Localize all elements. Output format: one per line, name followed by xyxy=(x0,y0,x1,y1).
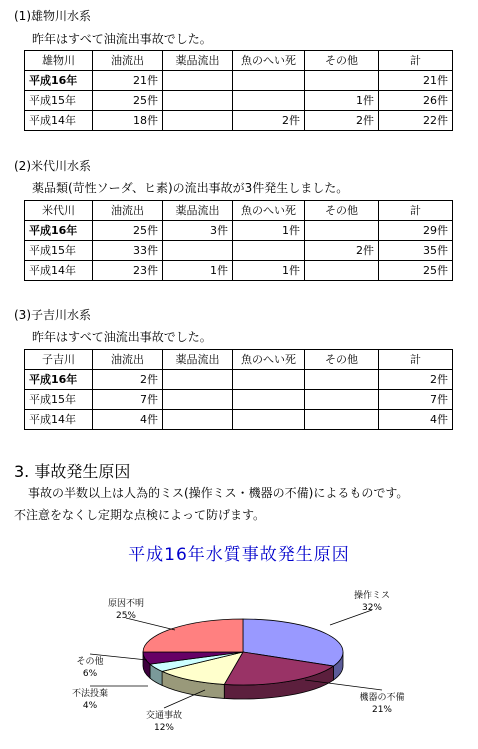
header-cell: 油流出 xyxy=(93,350,163,370)
header-cell: 魚のへい死 xyxy=(233,51,305,71)
table-cell: 23件 xyxy=(93,261,163,281)
table-cell: 29件 xyxy=(379,221,453,241)
header-cell: 計 xyxy=(379,201,453,221)
header-cell: 子吉川 xyxy=(25,350,93,370)
section-note: 昨年はすべて油流出事故でした。 xyxy=(32,32,212,46)
section-title: (2)米代川水系 xyxy=(14,159,91,173)
table-row xyxy=(25,261,453,281)
header-cell: その他 xyxy=(305,350,379,370)
table-cell: 2件 xyxy=(93,370,163,390)
table-cell xyxy=(163,410,233,430)
causes-text-line2: 不注意をなくし定期な点検によって防げます。 xyxy=(14,508,266,522)
table-row xyxy=(25,370,453,390)
pie-slice-label: 交通事故 xyxy=(145,711,183,721)
pie-top-layer xyxy=(143,619,343,685)
table-cell xyxy=(163,91,233,111)
table-cell: 2件 xyxy=(305,241,379,261)
year-cell: 平成16年 xyxy=(25,71,93,91)
year-cell: 平成15年 xyxy=(25,91,93,111)
table-row xyxy=(25,410,453,430)
table-cell: 2件 xyxy=(233,111,305,131)
year-cell: 平成15年 xyxy=(25,241,93,261)
table-cell xyxy=(305,390,379,410)
header-cell: 魚のへい死 xyxy=(233,350,305,370)
header-cell: その他 xyxy=(305,201,379,221)
header-cell: 薬品流出 xyxy=(163,350,233,370)
causes-text-line1: 事故の半数以上は人為的ミス(操作ミス・機器の不備)によるものです。 xyxy=(28,486,409,500)
pie-slice-value-label: 21% xyxy=(371,705,393,715)
year-cell: 平成15年 xyxy=(25,390,93,410)
table-cell: 21件 xyxy=(379,71,453,91)
pie-slice-value-label: 6% xyxy=(82,669,98,679)
table-cell xyxy=(233,71,305,91)
table-row xyxy=(25,390,453,410)
table-cell: 25件 xyxy=(379,261,453,281)
pie-slice-label: 機器の不備 xyxy=(359,693,405,703)
header-cell: 雄物川 xyxy=(25,51,93,71)
table-cell: 2件 xyxy=(305,111,379,131)
table-cell xyxy=(233,241,305,261)
table-cell xyxy=(163,71,233,91)
table-cell: 2件 xyxy=(379,370,453,390)
year-cell: 平成16年 xyxy=(25,221,93,241)
accident-table-yoneshiro xyxy=(24,200,453,281)
table-cell: 1件 xyxy=(233,261,305,281)
table-row xyxy=(25,221,453,241)
year-cell: 平成14年 xyxy=(25,261,93,281)
table-cell: 33件 xyxy=(93,241,163,261)
section-title: (3)子吉川水系 xyxy=(14,308,91,322)
pie-slice-label: その他 xyxy=(76,657,104,667)
header-cell: 油流出 xyxy=(93,51,163,71)
section-title: (1)雄物川水系 xyxy=(14,9,91,23)
section-note: 薬品類(苛性ソーダ、ヒ素)の流出事故が3件発生しました。 xyxy=(32,181,349,195)
header-cell: その他 xyxy=(305,51,379,71)
accident-table-omono xyxy=(24,50,453,131)
table-header-row xyxy=(25,350,453,370)
accident-table-koyoshi xyxy=(24,349,453,430)
table-cell: 18件 xyxy=(93,111,163,131)
pie-slice-label: 不法投棄 xyxy=(71,689,109,699)
pie-slice xyxy=(143,619,243,652)
table-cell xyxy=(305,71,379,91)
table-cell: 26件 xyxy=(379,91,453,111)
table-cell xyxy=(233,390,305,410)
table-cell: 4件 xyxy=(93,410,163,430)
table-header-row xyxy=(25,51,453,71)
pie-slice-value-label: 4% xyxy=(82,701,98,711)
table-row xyxy=(25,71,453,91)
year-cell: 平成16年 xyxy=(25,370,93,390)
pie-slice-value-label: 32% xyxy=(361,603,383,613)
table-cell: 1件 xyxy=(233,221,305,241)
chart-title: 平成16年水質事故発生原因 xyxy=(128,545,350,565)
causes-heading: 3. 事故発生原因 xyxy=(14,462,131,481)
year-cell: 平成14年 xyxy=(25,410,93,430)
table-cell: 1件 xyxy=(305,91,379,111)
table-cell xyxy=(163,370,233,390)
table-cell xyxy=(305,261,379,281)
table-cell xyxy=(233,370,305,390)
table-cell xyxy=(305,370,379,390)
table-cell xyxy=(163,111,233,131)
table-cell: 25件 xyxy=(93,91,163,111)
pie-slice-value-label: 12% xyxy=(153,723,175,733)
header-cell: 油流出 xyxy=(93,201,163,221)
table-header-row xyxy=(25,201,453,221)
table-cell: 22件 xyxy=(379,111,453,131)
section-note: 昨年はすべて油流出事故でした。 xyxy=(32,330,212,344)
pie-chart xyxy=(0,570,478,749)
table-cell: 4件 xyxy=(379,410,453,430)
table-cell xyxy=(233,91,305,111)
table-row xyxy=(25,111,453,131)
table-cell: 21件 xyxy=(93,71,163,91)
table-row xyxy=(25,91,453,111)
table-cell: 7件 xyxy=(379,390,453,410)
table-cell xyxy=(233,410,305,430)
year-cell: 平成14年 xyxy=(25,111,93,131)
header-cell: 計 xyxy=(379,350,453,370)
pie-slice-label: 操作ミス xyxy=(353,591,391,601)
header-cell: 魚のへい死 xyxy=(233,201,305,221)
pie-slice-label: 原因不明 xyxy=(107,599,145,609)
table-cell: 3件 xyxy=(163,221,233,241)
table-cell xyxy=(305,410,379,430)
table-cell xyxy=(163,390,233,410)
header-cell: 計 xyxy=(379,51,453,71)
header-cell: 薬品流出 xyxy=(163,51,233,71)
table-cell: 25件 xyxy=(93,221,163,241)
table-cell xyxy=(163,241,233,261)
header-cell: 米代川 xyxy=(25,201,93,221)
table-cell: 1件 xyxy=(163,261,233,281)
table-cell xyxy=(305,221,379,241)
header-cell: 薬品流出 xyxy=(163,201,233,221)
table-cell: 35件 xyxy=(379,241,453,261)
table-cell: 7件 xyxy=(93,390,163,410)
pie-slice-value-label: 25% xyxy=(115,611,137,621)
table-row xyxy=(25,241,453,261)
